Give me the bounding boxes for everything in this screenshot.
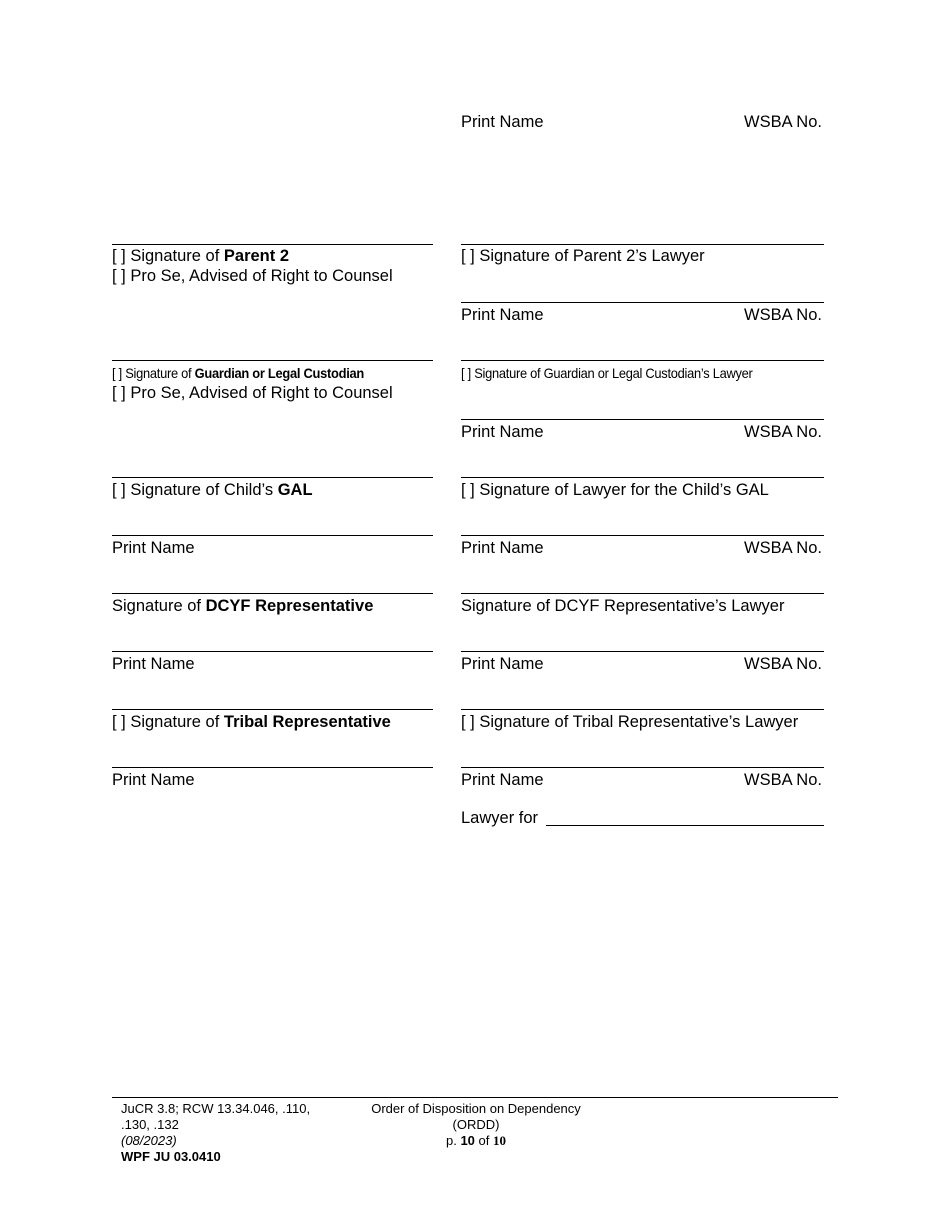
lawyer-for-line[interactable] xyxy=(546,825,824,826)
print-name-label: Print Name xyxy=(461,539,544,557)
gal-lawyer-signature-label: [ ] Signature of Lawyer for the Child’s GAL xyxy=(461,481,769,499)
parent2-lawyer-print-name-line[interactable] xyxy=(461,302,824,303)
print-name-label: Print Name xyxy=(461,655,544,673)
tribal-lawyer-signature-line[interactable] xyxy=(461,709,824,710)
parent2-pro-se-checkbox[interactable]: [ ] Pro Se, Advised of Right to Counsel xyxy=(112,267,393,285)
wsba-no-label: WSBA No. xyxy=(744,771,822,789)
wsba-no-label: WSBA No. xyxy=(744,306,822,324)
print-name-label: Print Name xyxy=(461,771,544,789)
wsba-no-label: WSBA No. xyxy=(744,539,822,557)
guardian-signature-label: [ ] Signature of Guardian or Legal Custodian xyxy=(112,365,364,381)
print-name-label: Print Name xyxy=(112,771,195,789)
footer-page-number: p. 10 of 10 xyxy=(445,1133,506,1148)
dcyf-lawyer-signature-label: Signature of DCYF Representative’s Lawyer xyxy=(461,597,785,615)
footer-citation-line2: .130, .132 xyxy=(121,1117,179,1132)
parent2-signature-label: [ ] Signature of Parent 2 xyxy=(112,247,290,265)
guardian-lawyer-print-name-line[interactable] xyxy=(461,419,824,420)
dcyf-signature-label: Signature of DCYF Representative xyxy=(112,597,374,615)
gal-print-name-line[interactable] xyxy=(112,535,433,536)
print-name-label: Print Name xyxy=(112,539,195,557)
wsba-no-label: WSBA No. xyxy=(744,423,822,441)
footer-form-title: Order of Disposition on Dependency xyxy=(371,1101,581,1116)
guardian-lawyer-signature-label: [ ] Signature of Guardian or Legal Custodian’s Lawyer xyxy=(461,365,753,381)
print-name-label: Print Name xyxy=(461,423,544,441)
gal-signature-label: [ ] Signature of Child’s GAL xyxy=(112,481,313,499)
footer-form-abbrev: (ORDD) xyxy=(452,1117,500,1132)
footer-form-number: WPF JU 03.0410 xyxy=(121,1149,221,1164)
print-name-label: Print Name xyxy=(461,113,544,131)
gal-lawyer-print-name-line[interactable] xyxy=(461,535,824,536)
dcyf-signature-line[interactable] xyxy=(112,593,433,594)
footer-citation-line1: JuCR 3.8; RCW 13.34.046, .110, xyxy=(121,1101,311,1116)
guardian-lawyer-signature-line[interactable] xyxy=(461,360,824,361)
wsba-no-label: WSBA No. xyxy=(744,655,822,673)
footer-date: (08/2023) xyxy=(121,1133,177,1148)
print-name-label: Print Name xyxy=(461,306,544,324)
tribal-signature-line[interactable] xyxy=(112,709,433,710)
print-name-label: Print Name xyxy=(112,655,195,673)
lawyer-for-label: Lawyer for xyxy=(461,809,539,827)
tribal-lawyer-signature-label: [ ] Signature of Tribal Representative’s Lawyer xyxy=(461,713,799,731)
footer-divider xyxy=(112,1097,838,1098)
parent2-lawyer-signature-label: [ ] Signature of Parent 2’s Lawyer xyxy=(461,247,705,265)
tribal-signature-label: [ ] Signature of Tribal Representative xyxy=(112,713,391,731)
parent2-lawyer-signature-line[interactable] xyxy=(461,244,824,245)
dcyf-print-name-line[interactable] xyxy=(112,651,433,652)
parent2-signature-line[interactable] xyxy=(112,244,433,245)
tribal-lawyer-print-name-line[interactable] xyxy=(461,767,824,768)
gal-signature-line[interactable] xyxy=(112,477,433,478)
gal-lawyer-signature-line[interactable] xyxy=(461,477,824,478)
wsba-no-label: WSBA No. xyxy=(744,113,822,131)
guardian-pro-se-checkbox[interactable]: [ ] Pro Se, Advised of Right to Counsel xyxy=(112,384,393,402)
tribal-print-name-line[interactable] xyxy=(112,767,433,768)
guardian-signature-line[interactable] xyxy=(112,360,433,361)
dcyf-lawyer-print-name-line[interactable] xyxy=(461,651,824,652)
dcyf-lawyer-signature-line[interactable] xyxy=(461,593,824,594)
